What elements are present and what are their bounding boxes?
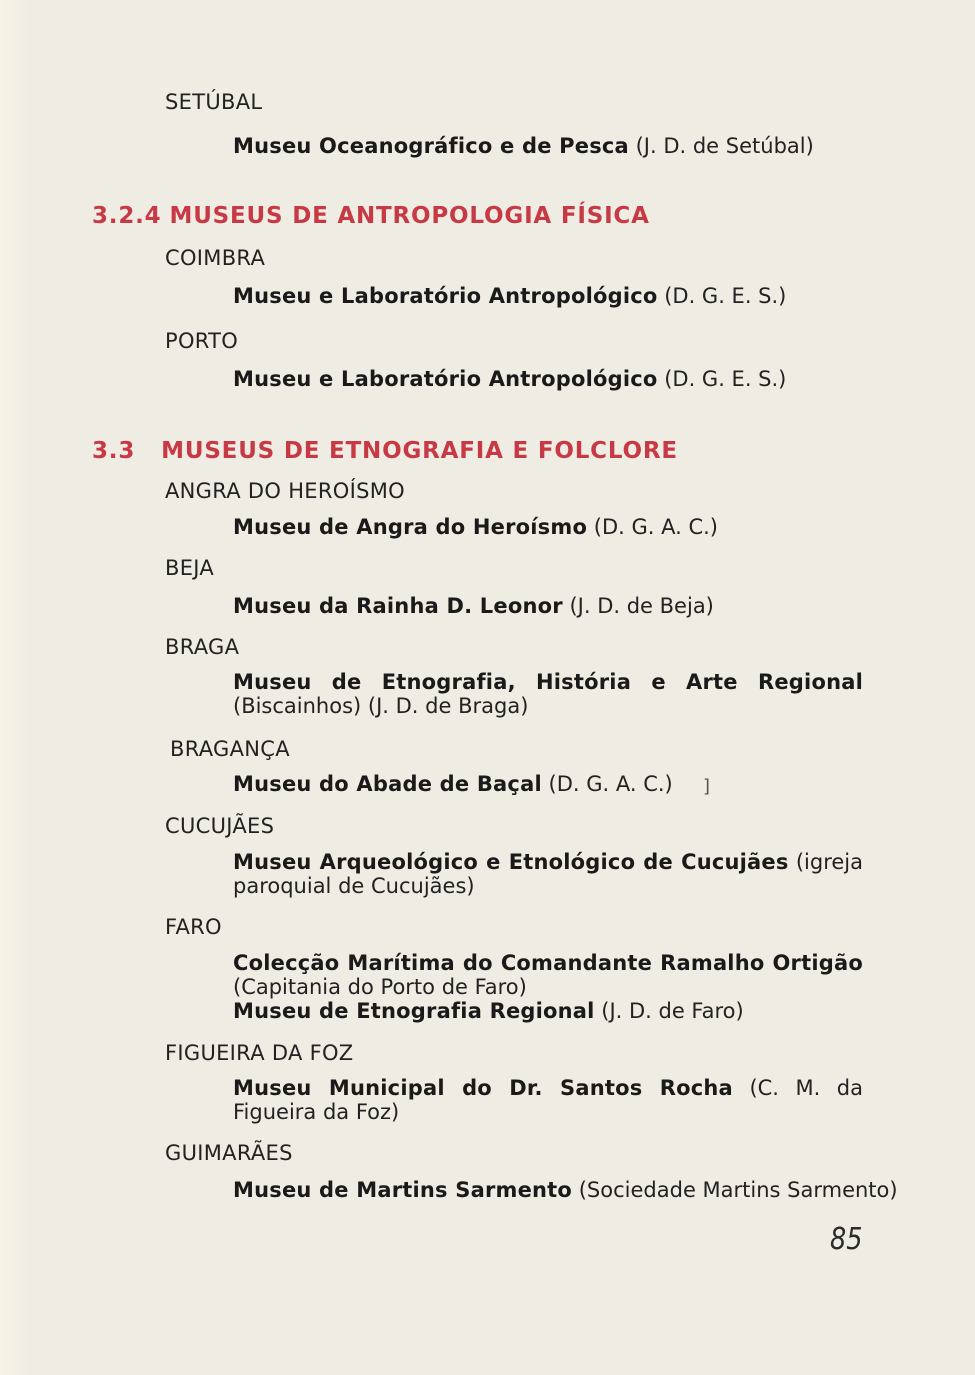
museum-administrator: (J. D. de Beja) [562, 594, 714, 618]
museum-entry [233, 367, 786, 391]
museum-administrator: (Sociedade Martins Sarmento) [572, 1178, 898, 1202]
place-heading: FARO [165, 915, 222, 939]
section-number: 3.3 [92, 438, 136, 464]
museum-name: Museu Arqueológico e Etnológico de Cucujães [233, 850, 789, 874]
museum-name: Museu Oceanográfico e de Pesca [233, 134, 629, 158]
museum-entry [233, 284, 786, 308]
place-heading: BRAGA [165, 635, 240, 659]
museum-name: Museu de Etnografia, História e Arte Regional [233, 670, 863, 694]
museum-entry [233, 999, 744, 1023]
museum-administrator: (C. M. da Figueira da Foz) [233, 1076, 863, 1124]
museum-administrator: (D. G. A. C.) [587, 515, 718, 539]
section-heading [92, 203, 650, 229]
museum-entry [233, 134, 814, 158]
place-heading: PORTO [165, 329, 239, 353]
museum-administrator: (D. G. E. S.) [657, 284, 787, 308]
museum-entry [233, 1178, 898, 1202]
section-number: 3.2.4 [92, 203, 162, 229]
museum-entry [233, 1076, 863, 1124]
place-heading: BEJA [165, 556, 215, 580]
museum-name: Colecção Marítima do Comandante Ramalho Ortigão [233, 951, 863, 975]
place-heading: BRAGANÇA [170, 737, 290, 761]
museum-name: Museu de Etnografia Regional [233, 999, 595, 1023]
museum-name: Museu de Angra do Heroísmo [233, 515, 588, 539]
museum-name: Museu Municipal do Dr. Santos Rocha [233, 1076, 733, 1100]
place-heading: GUIMARÃES [165, 1141, 293, 1165]
museum-entry [233, 772, 673, 796]
museum-administrator: (D. G. A. C.) [541, 772, 673, 796]
museum-entry [233, 670, 863, 718]
museum-administrator: (J. D. de Faro) [594, 999, 744, 1023]
place-heading: CUCUJÃES [165, 814, 275, 838]
museum-entry [233, 594, 714, 618]
museum-name: Museu e Laboratório Antropológico [233, 284, 658, 308]
museum-entry [233, 850, 863, 898]
section-title: MUSEUS DE ANTROPOLOGIA FÍSICA [169, 203, 650, 229]
museum-name: Museu da Rainha D. Leonor [233, 594, 563, 618]
section-title: MUSEUS DE ETNOGRAFIA E FOLCLORE [161, 438, 678, 464]
museum-administrator: (J. D. de Setúbal) [628, 134, 814, 158]
page-edge-shade [0, 0, 30, 1375]
place-heading: ANGRA DO HEROÍSMO [165, 479, 405, 503]
museum-name: Museu e Laboratório Antropológico [233, 367, 658, 391]
place-heading: COIMBRA [165, 246, 266, 270]
museum-name: Museu do Abade de Baçal [233, 772, 542, 796]
museum-administrator: (igreja paroquial de Cucujães) [233, 850, 864, 898]
section-heading [92, 438, 678, 464]
museum-entry [233, 515, 718, 539]
place-heading: SETÚBAL [165, 90, 263, 114]
museum-administrator: (D. G. E. S.) [657, 367, 787, 391]
place-heading: FIGUEIRA DA FOZ [165, 1041, 354, 1065]
stray-bracket-mark: ] [703, 776, 711, 797]
museum-name: Museu de Martins Sarmento [233, 1178, 573, 1202]
museum-entry [233, 951, 863, 999]
museum-administrator: (Biscainhos) (J. D. de Braga) [233, 694, 529, 718]
page-number: 85 [830, 1222, 863, 1257]
museum-administrator: (Capitania do Porto de Faro) [233, 975, 527, 999]
